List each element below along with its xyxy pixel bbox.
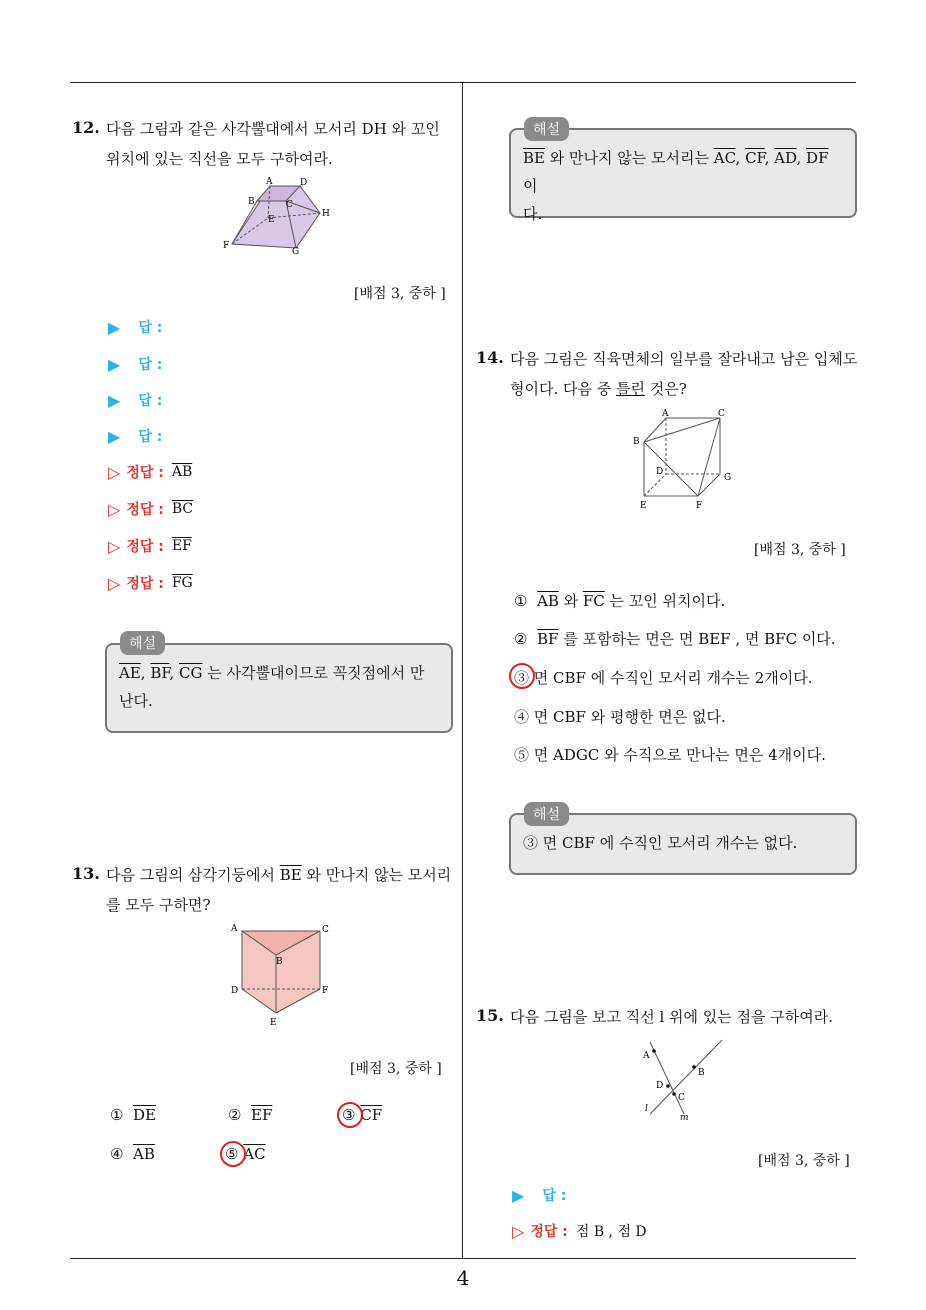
outline-play-icon: ▷ bbox=[108, 462, 121, 482]
q12-fig-label-H: H bbox=[322, 209, 330, 219]
seg-AB: $\overline{AB}$ bbox=[537, 592, 559, 610]
q14-fig-label-B: B bbox=[633, 437, 640, 447]
q13-explain-line1: $\overline{BE}$ 와 만나지 않는 모서리는 $\overline{AC}$, $\overline{CF}$, $\overline{AD}$, $\overline{DF}$ 이 bbox=[523, 149, 829, 195]
q12-fig-label-D: D bbox=[300, 178, 308, 188]
q12-explain-tag: 해설 bbox=[120, 631, 165, 655]
page-number: 4 bbox=[456, 1266, 470, 1290]
text: 는 꼬인 위치이다. bbox=[604, 592, 726, 610]
correct-value: $\overline{EF}$ bbox=[171, 538, 192, 554]
option-value: $\overline{AC}$ bbox=[243, 1145, 266, 1163]
q12-explain-line2: 난다. bbox=[119, 692, 153, 710]
option-number: ③ bbox=[514, 669, 530, 687]
q13-prism-figure bbox=[228, 921, 334, 1029]
seg-BE: $\overline{BE}$ bbox=[279, 866, 302, 884]
seg-CG: $\overline{CG}$ bbox=[179, 664, 203, 682]
text: 를 포함하는 면은 면 BEF , 면 BFC 이다. bbox=[558, 630, 836, 648]
selected-mark-icon bbox=[220, 1141, 246, 1167]
q14-points: [배점 3, 중하 ] bbox=[754, 542, 846, 558]
q14-explain-tag: 해설 bbox=[524, 802, 569, 826]
q15-fig-label-m: m bbox=[680, 1113, 689, 1123]
q14-text bbox=[510, 344, 857, 404]
option-number: ④ bbox=[110, 1145, 124, 1163]
answer-label: 답 : bbox=[138, 320, 163, 336]
q12-correct-4 bbox=[108, 573, 193, 593]
correct-label: 정답 : bbox=[126, 502, 164, 518]
q12-line1: 다음 그림과 같은 사각뿔대에서 모서리 DH 와 꼬인 bbox=[106, 120, 440, 138]
q13-fig-label-D: D bbox=[231, 986, 239, 996]
q12-explain-line1: $\overline{AE}$, $\overline{BF}$, $\overline{CG}$ 는 사각뿔대이므로 꼭짓점에서 만 bbox=[119, 664, 425, 682]
q15-fig-label-l: l bbox=[645, 1104, 648, 1114]
text: 것은? bbox=[645, 380, 687, 398]
outline-play-icon: ▷ bbox=[108, 573, 121, 593]
q15-answer-row[interactable] bbox=[512, 1185, 566, 1205]
q12-text bbox=[106, 114, 440, 174]
q12-answer-row-1[interactable] bbox=[108, 317, 162, 337]
answer-label: 답 : bbox=[138, 357, 163, 373]
q15-fig-label-A: A bbox=[643, 1051, 650, 1061]
q14-option-1[interactable] bbox=[514, 590, 725, 611]
q13-line1 bbox=[106, 860, 451, 890]
q15-fig-label-B: B bbox=[698, 1068, 705, 1078]
column-divider bbox=[462, 82, 463, 1258]
option-number: ⑤ bbox=[514, 746, 530, 764]
q14-fig-label-E: E bbox=[640, 501, 647, 511]
seg-DF: $\overline{DF}$ bbox=[806, 149, 829, 167]
q12-number: 12. bbox=[72, 118, 100, 137]
q12-frustum-figure bbox=[222, 176, 338, 256]
q12-points: [배점 3, 중하 ] bbox=[354, 286, 446, 302]
bottom-rule bbox=[70, 1258, 856, 1259]
outline-play-icon: ▷ bbox=[108, 499, 121, 519]
seg-BF: $\overline{BF}$ bbox=[150, 664, 170, 682]
explain-text: 는 사각뿔대이므로 꼭짓점에서 만 bbox=[202, 664, 425, 682]
q13-explain-line2: 다. bbox=[523, 205, 543, 223]
play-icon: ▶ bbox=[512, 1185, 525, 1205]
outline-play-icon: ▷ bbox=[108, 536, 121, 556]
option-number: ① bbox=[514, 592, 528, 610]
correct-label: 정답 : bbox=[126, 539, 164, 555]
option-value: $\overline{DE}$ bbox=[133, 1106, 156, 1124]
q12-correct-3 bbox=[108, 536, 192, 556]
option-value: $\overline{AB}$ bbox=[133, 1145, 155, 1163]
q12-fig-label-G: G bbox=[292, 247, 300, 256]
seg-BF: $\overline{BF}$ bbox=[537, 630, 559, 648]
top-rule bbox=[70, 82, 856, 83]
text: 면 CBF 에 수직인 모서리 개수는 2개이다. bbox=[529, 669, 813, 687]
play-icon: ▶ bbox=[108, 390, 121, 410]
q13-text bbox=[106, 860, 451, 920]
q12-explain-box bbox=[105, 643, 453, 733]
q13-fig-label-C: C bbox=[322, 925, 329, 935]
q13-option-4[interactable] bbox=[110, 1145, 155, 1163]
selected-mark-icon bbox=[509, 663, 535, 689]
q13-fig-label-E: E bbox=[270, 1018, 277, 1028]
q13-points: [배점 3, 중하 ] bbox=[350, 1061, 442, 1077]
play-icon: ▶ bbox=[108, 426, 121, 446]
q14-line1: 다음 그림은 직육면체의 일부를 잘라내고 남은 입체도 bbox=[510, 350, 858, 368]
q14-number: 14. bbox=[476, 348, 504, 367]
q13-option-2[interactable] bbox=[228, 1106, 272, 1124]
q13-fig-label-B: B bbox=[276, 957, 283, 967]
correct-value: $\overline{AB}$ bbox=[171, 464, 193, 480]
q14-option-4[interactable] bbox=[514, 706, 726, 727]
q14-option-3[interactable] bbox=[514, 667, 812, 688]
seg-AD: $\overline{AD}$ bbox=[774, 149, 797, 167]
seg-AE: $\overline{AE}$ bbox=[119, 664, 141, 682]
q12-correct-2 bbox=[108, 499, 193, 519]
q12-correct-1 bbox=[108, 462, 192, 482]
underlined-text: 틀린 bbox=[616, 380, 645, 398]
seg-BE: $\overline{BE}$ bbox=[523, 149, 545, 167]
answer-label: 답 : bbox=[542, 1188, 567, 1204]
q15-lines-figure bbox=[636, 1036, 728, 1124]
q14-line2 bbox=[510, 374, 857, 404]
explain-text: 와 만나지 않는 모서리는 bbox=[544, 149, 714, 167]
q13-explain-box bbox=[509, 128, 857, 223]
text: 와 만나지 않는 모서리 bbox=[301, 866, 452, 884]
correct-label: 정답 : bbox=[530, 1224, 568, 1240]
q15-fig-label-C: C bbox=[678, 1093, 685, 1103]
q12-fig-label-C: C bbox=[286, 200, 293, 210]
correct-label: 정답 : bbox=[126, 576, 164, 592]
option-value: $\overline{CF}$ bbox=[360, 1106, 383, 1124]
text: 와 bbox=[558, 592, 583, 610]
q12-fig-label-B: B bbox=[248, 197, 255, 207]
option-number: ⑤ bbox=[225, 1145, 239, 1163]
seg-CF: $\overline{CF}$ bbox=[745, 149, 765, 167]
answer-label: 답 : bbox=[138, 429, 163, 445]
q13-fig-label-F: F bbox=[322, 986, 329, 996]
q12-fig-label-A: A bbox=[266, 177, 273, 187]
correct-value: 점 B , 점 D bbox=[575, 1224, 647, 1240]
q14-solid-figure bbox=[630, 408, 740, 512]
q14-fig-label-C: C bbox=[718, 409, 725, 419]
seg-FC: $\overline{FC}$ bbox=[582, 592, 605, 610]
selected-mark-icon bbox=[337, 1102, 363, 1128]
seg-AC: $\overline{AC}$ bbox=[713, 149, 736, 167]
play-icon: ▶ bbox=[108, 354, 121, 374]
option-number: ③ bbox=[342, 1106, 356, 1124]
q12-fig-label-F: F bbox=[223, 241, 230, 251]
text: 형이다. 다음 중 bbox=[510, 380, 617, 398]
answer-label: 답 : bbox=[138, 393, 163, 409]
text: 면 CBF 와 평행한 면은 없다. bbox=[529, 708, 726, 726]
correct-value: $\overline{BC}$ bbox=[171, 501, 194, 517]
q13-option-1[interactable] bbox=[110, 1106, 156, 1124]
text: 다음 그림의 삼각기둥에서 bbox=[106, 866, 280, 884]
q15-fig-label-D: D bbox=[656, 1081, 664, 1091]
text: 면 ADGC 와 수직으로 만나는 면은 4개이다. bbox=[529, 746, 826, 764]
q15-correct bbox=[512, 1221, 647, 1241]
q13-number: 13. bbox=[72, 864, 100, 883]
correct-value: $\overline{FG}$ bbox=[171, 575, 193, 591]
q13-line2: 를 모두 구하면? bbox=[106, 896, 211, 914]
q14-fig-label-D: D bbox=[656, 467, 664, 477]
q12-answer-row-3[interactable] bbox=[108, 390, 162, 410]
q15-number: 15. bbox=[476, 1006, 504, 1025]
q14-fig-label-G: G bbox=[724, 473, 732, 483]
q14-explain-text: ③ 면 CBF 에 수직인 모서리 개수는 없다. bbox=[523, 834, 798, 852]
q13-fig-label-A: A bbox=[231, 924, 238, 934]
q12-fig-label-E: E bbox=[268, 215, 275, 225]
outline-play-icon: ▷ bbox=[512, 1221, 525, 1241]
q14-option-5[interactable] bbox=[514, 744, 826, 765]
option-number: ② bbox=[228, 1106, 242, 1124]
q15-points: [배점 3, 중하 ] bbox=[758, 1153, 850, 1169]
q14-fig-label-A: A bbox=[662, 409, 669, 419]
option-number: ② bbox=[514, 630, 528, 648]
q12-line2: 위치에 있는 직선을 모두 구하여라. bbox=[106, 150, 333, 168]
q13-explain-tag: 해설 bbox=[524, 117, 569, 141]
q14-fig-label-F: F bbox=[696, 501, 703, 511]
q12-answer-row-4[interactable] bbox=[108, 426, 162, 446]
play-icon: ▶ bbox=[108, 317, 121, 337]
option-value: $\overline{EF}$ bbox=[251, 1106, 273, 1124]
correct-label: 정답 : bbox=[126, 465, 164, 481]
q12-answer-row-2[interactable] bbox=[108, 354, 162, 374]
option-number: ① bbox=[110, 1106, 124, 1124]
option-number: ④ bbox=[514, 708, 530, 726]
explain-text: 이 bbox=[523, 177, 538, 195]
q14-option-2[interactable] bbox=[514, 628, 836, 649]
q15-text: 다음 그림을 보고 직선 l 위에 있는 점을 구하여라. bbox=[510, 1008, 834, 1026]
